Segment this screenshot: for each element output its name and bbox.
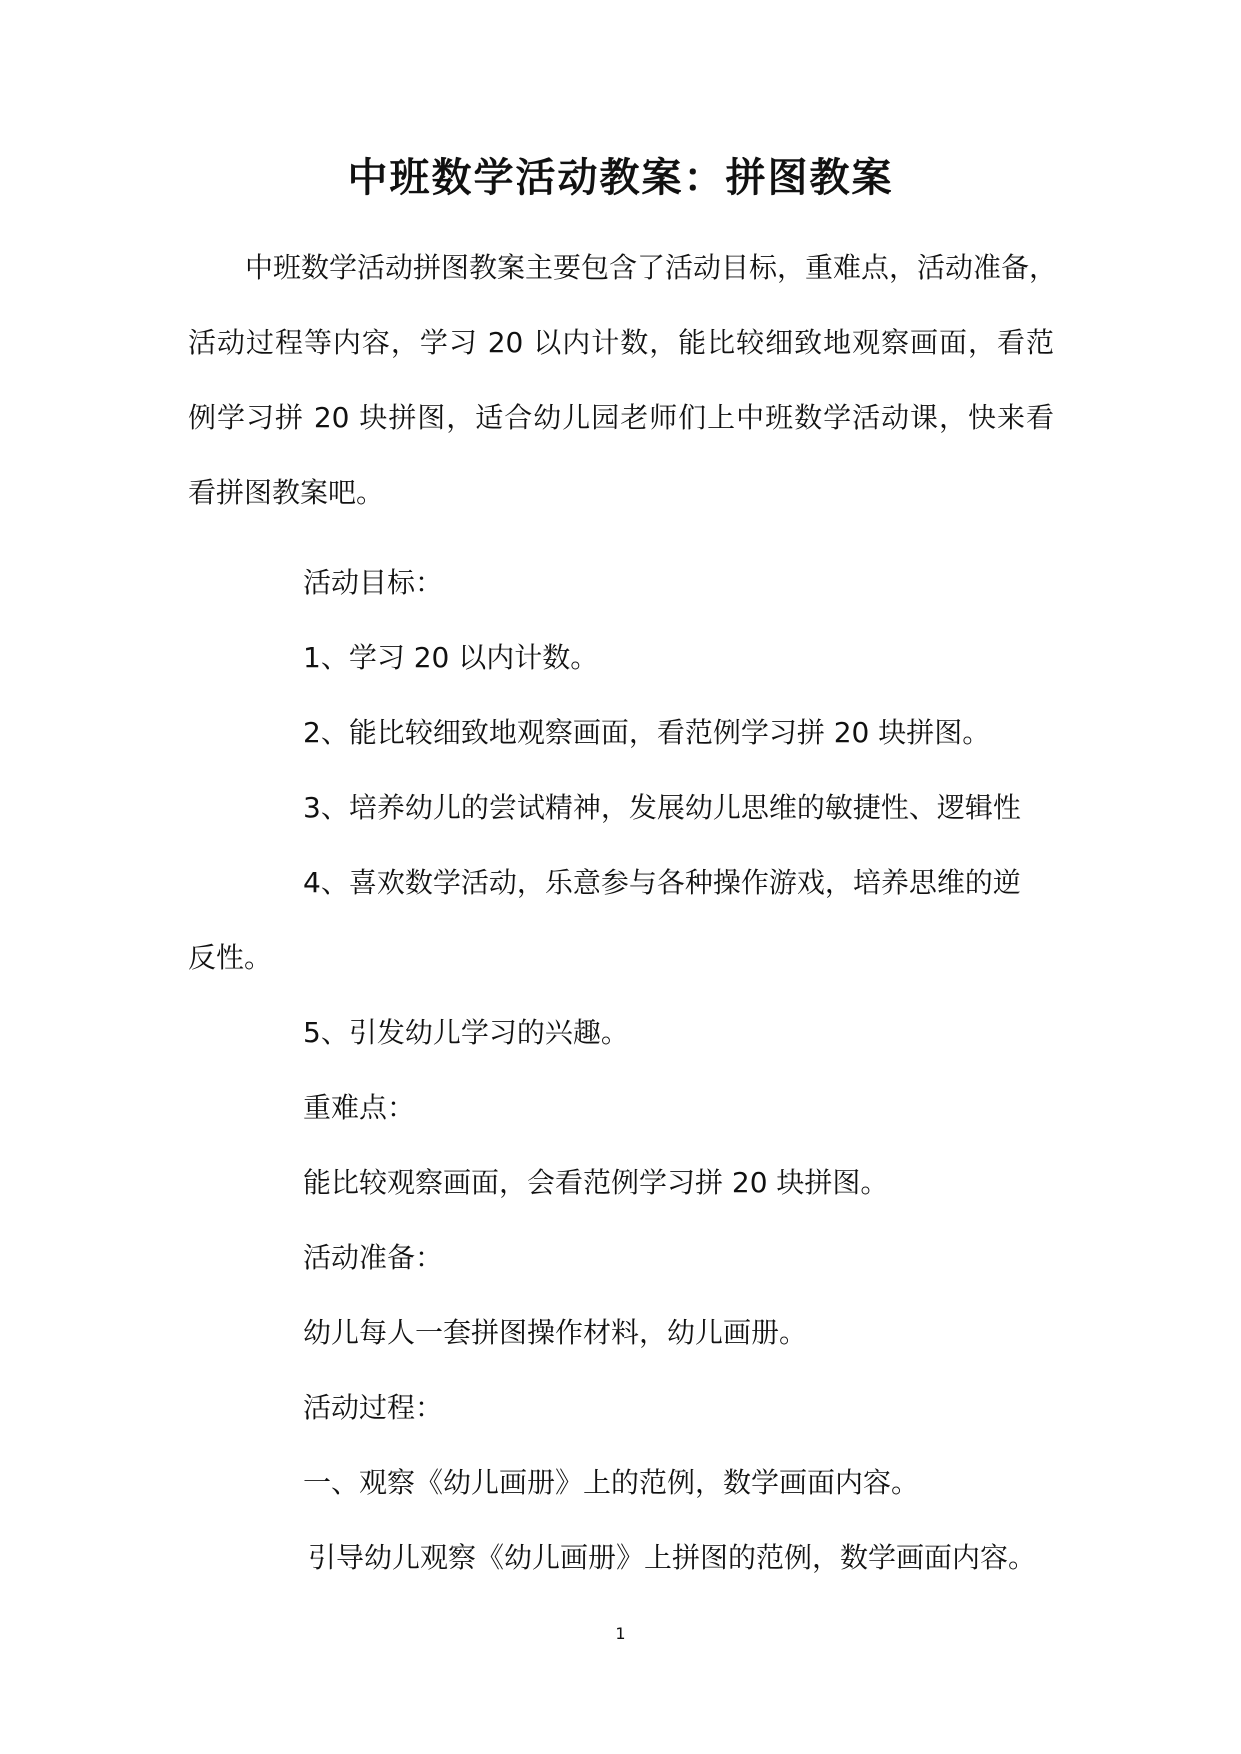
preparation-text: 幼儿每人一套拼图操作材料，幼儿画册。 [303, 1316, 808, 1349]
goal-item-2: 2、能比较细致地观察画面，看范例学习拼 20 块拼图。 [303, 716, 991, 749]
goal-item-1: 1、学习 20 以内计数。 [303, 641, 599, 674]
goal-item-4: 4、喜欢数学活动，乐意参与各种操作游戏，培养思维的逆 [303, 866, 1021, 899]
preparation-heading: 活动准备： [303, 1241, 444, 1274]
goal-item-5: 5、引发幼儿学习的兴趣。 [303, 1016, 629, 1049]
key-points-text: 能比较观察画面，会看范例学习拼 20 块拼图。 [303, 1166, 889, 1199]
intro-line-4: 看拼图教案吧。 [188, 476, 385, 509]
goal-item-4-continued: 反性。 [188, 941, 273, 974]
goals-heading: 活动目标： [303, 566, 444, 599]
process-step-1-detail: 引导幼儿观察《幼儿画册》上拼图的范例，数学画面内容。 [308, 1541, 1037, 1574]
goal-item-3: 3、培养幼儿的尝试精神，发展幼儿思维的敏捷性、逻辑性 [303, 791, 1021, 824]
document-title: 中班数学活动教案：拼图教案 [347, 154, 894, 201]
page-number: 1 [615, 1624, 626, 1643]
intro-line-2: 活动过程等内容，学习 20 以内计数，能比较细致地观察画面，看范 [188, 326, 1054, 359]
intro-line-1: 中班数学活动拼图教案主要包含了活动目标，重难点，活动准备， [245, 251, 1058, 284]
key-points-heading: 重难点： [303, 1091, 416, 1124]
process-step-1: 一、观察《幼儿画册》上的范例，数学画面内容。 [303, 1466, 920, 1499]
intro-line-3: 例学习拼 20 块拼图，适合幼儿园老师们上中班数学活动课，快来看 [188, 401, 1054, 434]
process-heading: 活动过程： [303, 1391, 444, 1424]
